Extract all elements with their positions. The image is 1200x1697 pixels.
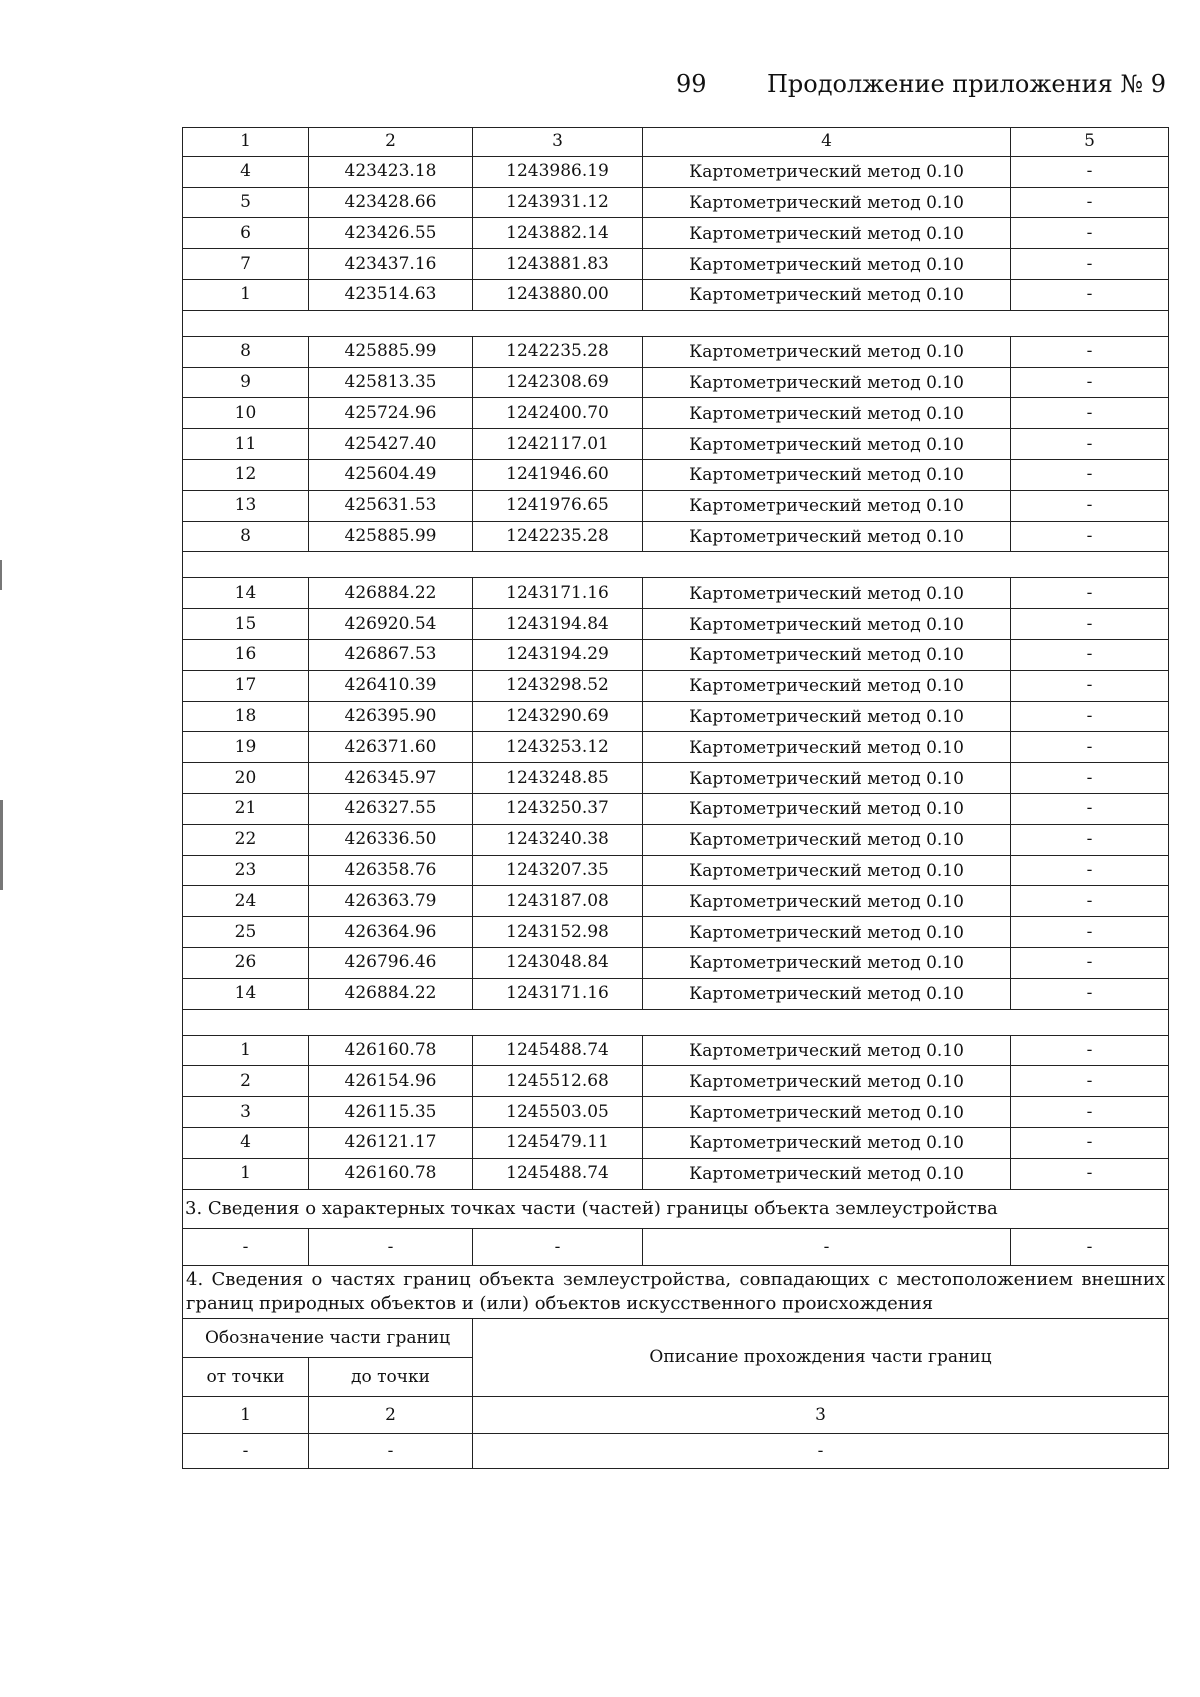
coordinates-table-body xyxy=(183,128,1169,1190)
note-cell: - xyxy=(1011,1127,1169,1158)
x-coordinate-cell: 426364.96 xyxy=(309,917,473,948)
method-cell: Картометрический метод 0.10 xyxy=(643,639,1011,670)
table-row xyxy=(183,793,1169,824)
point-number-cell: 14 xyxy=(183,578,309,609)
y-coordinate-cell: 1242235.28 xyxy=(473,521,643,552)
section3-row xyxy=(183,1228,1169,1265)
column-number-row xyxy=(183,128,1169,157)
method-cell: Картометрический метод 0.10 xyxy=(643,793,1011,824)
table-row xyxy=(183,490,1169,521)
method-cell: Картометрический метод 0.10 xyxy=(643,855,1011,886)
table-row xyxy=(183,1158,1169,1189)
separator-cell xyxy=(183,552,1169,578)
x-coordinate-cell: 426371.60 xyxy=(309,732,473,763)
table-row xyxy=(183,917,1169,948)
section3-body xyxy=(183,1189,1169,1468)
table-row xyxy=(183,886,1169,917)
y-coordinate-cell: 1243207.35 xyxy=(473,855,643,886)
x-coordinate-cell: 426395.90 xyxy=(309,701,473,732)
y-coordinate-cell: 1243248.85 xyxy=(473,763,643,794)
x-coordinate-cell: 426884.22 xyxy=(309,978,473,1009)
x-coordinate-cell: 426884.22 xyxy=(309,578,473,609)
y-coordinate-cell: 1242400.70 xyxy=(473,398,643,429)
point-number-cell: 19 xyxy=(183,732,309,763)
y-coordinate-cell: 1241976.65 xyxy=(473,490,643,521)
table-cell: - xyxy=(473,1228,643,1265)
note-cell: - xyxy=(1011,732,1169,763)
point-number-cell: 8 xyxy=(183,521,309,552)
x-coordinate-cell: 426920.54 xyxy=(309,609,473,640)
table-cell: - xyxy=(473,1433,1169,1468)
x-coordinate-cell: 425885.99 xyxy=(309,336,473,367)
note-cell: - xyxy=(1011,218,1169,249)
note-cell: - xyxy=(1011,1097,1169,1128)
point-number-cell: 11 xyxy=(183,429,309,460)
y-coordinate-cell: 1243171.16 xyxy=(473,578,643,609)
x-coordinate-cell: 426154.96 xyxy=(309,1066,473,1097)
x-coordinate-cell: 426796.46 xyxy=(309,947,473,978)
x-coordinate-cell: 425724.96 xyxy=(309,398,473,429)
table-row xyxy=(183,763,1169,794)
table-row xyxy=(183,732,1169,763)
point-number-cell: 3 xyxy=(183,1097,309,1128)
method-cell: Картометрический метод 0.10 xyxy=(643,701,1011,732)
table-row xyxy=(183,156,1169,187)
table-row xyxy=(183,578,1169,609)
y-coordinate-cell: 1243881.83 xyxy=(473,249,643,280)
table-row xyxy=(183,279,1169,310)
table-cell: - xyxy=(1011,1228,1169,1265)
point-number-cell: 16 xyxy=(183,639,309,670)
y-coordinate-cell: 1242235.28 xyxy=(473,336,643,367)
method-cell: Картометрический метод 0.10 xyxy=(643,609,1011,640)
method-cell: Картометрический метод 0.10 xyxy=(643,1158,1011,1189)
x-coordinate-cell: 426336.50 xyxy=(309,824,473,855)
method-cell: Картометрический метод 0.10 xyxy=(643,1066,1011,1097)
x-coordinate-cell: 426115.35 xyxy=(309,1097,473,1128)
point-number-cell: 12 xyxy=(183,459,309,490)
table-row xyxy=(183,1097,1169,1128)
table-row xyxy=(183,336,1169,367)
y-coordinate-cell: 1243253.12 xyxy=(473,732,643,763)
table-row xyxy=(183,218,1169,249)
y-coordinate-cell: 1243290.69 xyxy=(473,701,643,732)
table-row xyxy=(183,249,1169,280)
point-number-cell: 25 xyxy=(183,917,309,948)
point-number-cell: 4 xyxy=(183,1127,309,1158)
to-point-header: до точки xyxy=(309,1357,473,1396)
column-number: 3 xyxy=(473,128,643,157)
note-cell: - xyxy=(1011,279,1169,310)
method-cell: Картометрический метод 0.10 xyxy=(643,279,1011,310)
table-cell: - xyxy=(309,1228,473,1265)
method-cell: Картометрический метод 0.10 xyxy=(643,429,1011,460)
group-separator xyxy=(183,310,1169,336)
table-row xyxy=(183,521,1169,552)
table-row xyxy=(183,639,1169,670)
point-number-cell: 26 xyxy=(183,947,309,978)
y-coordinate-cell: 1243048.84 xyxy=(473,947,643,978)
method-cell: Картометрический метод 0.10 xyxy=(643,367,1011,398)
note-cell: - xyxy=(1011,917,1169,948)
y-coordinate-cell: 1243986.19 xyxy=(473,156,643,187)
point-number-cell: 18 xyxy=(183,701,309,732)
continuation-title: Продолжение приложения № 9 xyxy=(766,70,1166,98)
note-cell: - xyxy=(1011,763,1169,794)
y-coordinate-cell: 1243240.38 xyxy=(473,824,643,855)
method-cell: Картометрический метод 0.10 xyxy=(643,490,1011,521)
note-cell: - xyxy=(1011,398,1169,429)
x-coordinate-cell: 423426.55 xyxy=(309,218,473,249)
x-coordinate-cell: 425604.49 xyxy=(309,459,473,490)
method-cell: Картометрический метод 0.10 xyxy=(643,336,1011,367)
table-cell: 3 xyxy=(473,1396,1169,1433)
method-cell: Картометрический метод 0.10 xyxy=(643,1127,1011,1158)
note-cell: - xyxy=(1011,701,1169,732)
column-number: 1 xyxy=(183,128,309,157)
method-cell: Картометрический метод 0.10 xyxy=(643,1035,1011,1066)
table-cell: 1 xyxy=(183,1396,309,1433)
table-row xyxy=(183,609,1169,640)
method-cell: Картометрический метод 0.10 xyxy=(643,459,1011,490)
method-cell: Картометрический метод 0.10 xyxy=(643,917,1011,948)
y-coordinate-cell: 1243171.16 xyxy=(473,978,643,1009)
section4-value-row xyxy=(183,1433,1169,1468)
note-cell: - xyxy=(1011,521,1169,552)
note-cell: - xyxy=(1011,490,1169,521)
table-row xyxy=(183,1066,1169,1097)
point-number-cell: 7 xyxy=(183,249,309,280)
point-number-cell: 9 xyxy=(183,367,309,398)
column-number: 4 xyxy=(643,128,1011,157)
x-coordinate-cell: 426410.39 xyxy=(309,670,473,701)
y-coordinate-cell: 1243882.14 xyxy=(473,218,643,249)
table-row xyxy=(183,459,1169,490)
x-coordinate-cell: 426121.17 xyxy=(309,1127,473,1158)
group-separator xyxy=(183,552,1169,578)
y-coordinate-cell: 1245503.05 xyxy=(473,1097,643,1128)
method-cell: Картометрический метод 0.10 xyxy=(643,947,1011,978)
x-coordinate-cell: 425427.40 xyxy=(309,429,473,460)
method-cell: Картометрический метод 0.10 xyxy=(643,824,1011,855)
method-cell: Картометрический метод 0.10 xyxy=(643,732,1011,763)
x-coordinate-cell: 423437.16 xyxy=(309,249,473,280)
y-coordinate-cell: 1241946.60 xyxy=(473,459,643,490)
method-cell: Картометрический метод 0.10 xyxy=(643,670,1011,701)
table-row xyxy=(183,429,1169,460)
table-row xyxy=(183,824,1169,855)
note-cell: - xyxy=(1011,639,1169,670)
table-row xyxy=(183,187,1169,218)
y-coordinate-cell: 1245479.11 xyxy=(473,1127,643,1158)
separator-cell xyxy=(183,310,1169,336)
x-coordinate-cell: 426867.53 xyxy=(309,639,473,670)
x-coordinate-cell: 423514.63 xyxy=(309,279,473,310)
coordinates-table xyxy=(182,127,1169,1469)
scan-mark xyxy=(0,560,2,590)
table-row xyxy=(183,670,1169,701)
table-cell: - xyxy=(643,1228,1011,1265)
section4-number-row xyxy=(183,1396,1169,1433)
note-cell: - xyxy=(1011,978,1169,1009)
note-cell: - xyxy=(1011,824,1169,855)
point-number-cell: 1 xyxy=(183,1035,309,1066)
point-number-cell: 4 xyxy=(183,156,309,187)
y-coordinate-cell: 1243298.52 xyxy=(473,670,643,701)
y-coordinate-cell: 1242117.01 xyxy=(473,429,643,460)
method-cell: Картометрический метод 0.10 xyxy=(643,886,1011,917)
table-row xyxy=(183,367,1169,398)
x-coordinate-cell: 426358.76 xyxy=(309,855,473,886)
point-number-cell: 13 xyxy=(183,490,309,521)
y-coordinate-cell: 1243152.98 xyxy=(473,917,643,948)
method-cell: Картометрический метод 0.10 xyxy=(643,218,1011,249)
x-coordinate-cell: 425813.35 xyxy=(309,367,473,398)
point-number-cell: 8 xyxy=(183,336,309,367)
y-coordinate-cell: 1245512.68 xyxy=(473,1066,643,1097)
point-number-cell: 23 xyxy=(183,855,309,886)
note-cell: - xyxy=(1011,578,1169,609)
x-coordinate-cell: 425885.99 xyxy=(309,521,473,552)
point-number-cell: 1 xyxy=(183,1158,309,1189)
scan-mark xyxy=(0,800,3,890)
point-number-cell: 15 xyxy=(183,609,309,640)
point-number-cell: 20 xyxy=(183,763,309,794)
point-number-cell: 14 xyxy=(183,978,309,1009)
note-cell: - xyxy=(1011,1035,1169,1066)
note-cell: - xyxy=(1011,249,1169,280)
note-cell: - xyxy=(1011,1158,1169,1189)
x-coordinate-cell: 426327.55 xyxy=(309,793,473,824)
table-cell: - xyxy=(183,1433,309,1468)
point-number-cell: 22 xyxy=(183,824,309,855)
table-cell: - xyxy=(183,1228,309,1265)
method-cell: Картометрический метод 0.10 xyxy=(643,578,1011,609)
point-number-cell: 5 xyxy=(183,187,309,218)
x-coordinate-cell: 423428.66 xyxy=(309,187,473,218)
designation-header: Обозначение части границ xyxy=(183,1318,473,1357)
note-cell: - xyxy=(1011,187,1169,218)
x-coordinate-cell: 423423.18 xyxy=(309,156,473,187)
method-cell: Картометрический метод 0.10 xyxy=(643,249,1011,280)
from-point-header: от точки xyxy=(183,1357,309,1396)
note-cell: - xyxy=(1011,793,1169,824)
note-cell: - xyxy=(1011,855,1169,886)
table-row xyxy=(183,701,1169,732)
table-row xyxy=(183,398,1169,429)
separator-cell xyxy=(183,1009,1169,1035)
table-row xyxy=(183,947,1169,978)
method-cell: Картометрический метод 0.10 xyxy=(643,521,1011,552)
y-coordinate-cell: 1243931.12 xyxy=(473,187,643,218)
section3-title: 3. Сведения о характерных точках части (частей) границы объекта землеустройства xyxy=(183,1189,1169,1228)
column-number: 2 xyxy=(309,128,473,157)
y-coordinate-cell: 1243194.84 xyxy=(473,609,643,640)
table-row xyxy=(183,1035,1169,1066)
note-cell: - xyxy=(1011,886,1169,917)
table-row xyxy=(183,978,1169,1009)
y-coordinate-cell: 1243187.08 xyxy=(473,886,643,917)
y-coordinate-cell: 1243880.00 xyxy=(473,279,643,310)
method-cell: Картометрический метод 0.10 xyxy=(643,1097,1011,1128)
x-coordinate-cell: 426160.78 xyxy=(309,1035,473,1066)
table-row xyxy=(183,1127,1169,1158)
note-cell: - xyxy=(1011,459,1169,490)
note-cell: - xyxy=(1011,670,1169,701)
group-separator xyxy=(183,1009,1169,1035)
note-cell: - xyxy=(1011,429,1169,460)
y-coordinate-cell: 1245488.74 xyxy=(473,1158,643,1189)
method-cell: Картометрический метод 0.10 xyxy=(643,978,1011,1009)
y-coordinate-cell: 1243250.37 xyxy=(473,793,643,824)
method-cell: Картометрический метод 0.10 xyxy=(643,156,1011,187)
method-cell: Картометрический метод 0.10 xyxy=(643,763,1011,794)
page-number: 99 xyxy=(676,70,707,98)
x-coordinate-cell: 426363.79 xyxy=(309,886,473,917)
y-coordinate-cell: 1242308.69 xyxy=(473,367,643,398)
table-cell: 2 xyxy=(309,1396,473,1433)
point-number-cell: 10 xyxy=(183,398,309,429)
note-cell: - xyxy=(1011,609,1169,640)
table-cell: - xyxy=(309,1433,473,1468)
point-number-cell: 17 xyxy=(183,670,309,701)
point-number-cell: 1 xyxy=(183,279,309,310)
table-row xyxy=(183,855,1169,886)
x-coordinate-cell: 426345.97 xyxy=(309,763,473,794)
point-number-cell: 24 xyxy=(183,886,309,917)
note-cell: - xyxy=(1011,336,1169,367)
point-number-cell: 6 xyxy=(183,218,309,249)
point-number-cell: 2 xyxy=(183,1066,309,1097)
section4-title: 4. Сведения о частях границ объекта землеустройства, совпадающих с местоположением внешних границ природных объектов и (или) объектов искусственного происхождения xyxy=(183,1265,1169,1318)
method-cell: Картометрический метод 0.10 xyxy=(643,187,1011,218)
note-cell: - xyxy=(1011,947,1169,978)
y-coordinate-cell: 1243194.29 xyxy=(473,639,643,670)
y-coordinate-cell: 1245488.74 xyxy=(473,1035,643,1066)
column-number: 5 xyxy=(1011,128,1169,157)
description-header: Описание прохождения части границ xyxy=(473,1318,1169,1396)
note-cell: - xyxy=(1011,156,1169,187)
x-coordinate-cell: 426160.78 xyxy=(309,1158,473,1189)
point-number-cell: 21 xyxy=(183,793,309,824)
note-cell: - xyxy=(1011,367,1169,398)
note-cell: - xyxy=(1011,1066,1169,1097)
method-cell: Картометрический метод 0.10 xyxy=(643,398,1011,429)
x-coordinate-cell: 425631.53 xyxy=(309,490,473,521)
